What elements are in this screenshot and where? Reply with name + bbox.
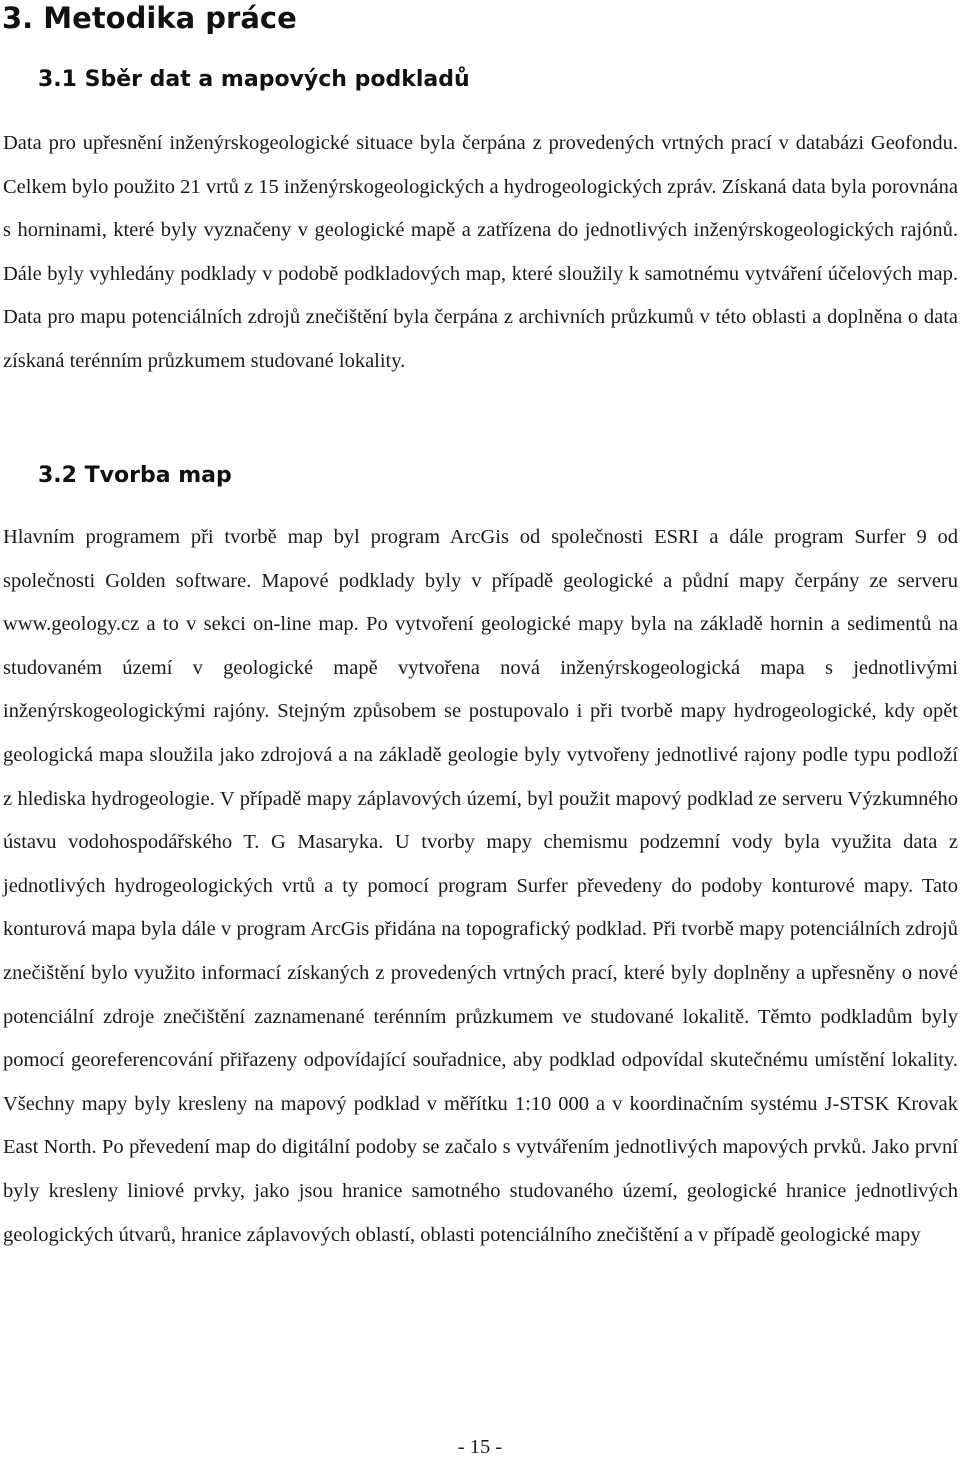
chapter-title: 3. Metodika práce: [2, 1, 297, 35]
section-paragraph-data-collection: Data pro upřesnění inženýrskogeologické situace byla čerpána z provedených vrtných prací v databázi Geofondu. Celkem bylo použito 21 vrtů z 15 inženýrskogeologických a hydrogeologických zpráv. Získaná data byla porovnána s horninami, které byly vyznačeny v geologické mapě a zatřízena do jednotlivých inženýrskogeologických rajónů. Dále byly vyhledány podklady v podobě podkladových map, které sloužily k samotnému vytváření účelových map. Data pro mapu potenciálních zdrojů znečištění byla čerpána z archivních průzkumů v této oblasti a doplněna o data získaná terénním průzkumem studované lokality.: [3, 132, 958, 372]
section-paragraph-map-creation: Hlavním programem při tvorbě map byl program ArcGis od společnosti ESRI a dále program Surfer 9 od společnosti Golden software. Mapové podklady byly v případě geologické a půdní mapy čerpány ze serveru www.geology.cz a to v sekci on-line map. Po vytvoření geologické mapy byla na základě hornin a sedimentů na studovaném území v geologické mapě vytvořena nová inženýrskogeologická mapa s jednotlivými inženýrskogeologickými rajóny. Stejným způsobem se postupovalo i při tvorbě mapy hydrogeologické, kdy opět geologická mapa sloužila jako zdrojová a na základě geologie byly vytvořeny jednotlivé rajony podle typu podloží z hlediska hydrogeologie. V případě mapy záplavových území, byl použit mapový podklad ze serveru Výzkumného ústavu vodohospodářského T. G Masaryka. U tvorby mapy chemismu podzemní vody byla využita data z jednotlivých hydrogeologických vrtů a ty pomocí program Surfer převedeny do podoby konturové mapy. Tato konturová mapa byla dále v program ArcGis přidána na topografický podklad. Při tvorbě mapy potenciálních zdrojů znečištění bylo využito informací získaných z provedených vrtných prací, které byly doplněny a upřesněny o nové potenciální zdroje znečištění zaznamenané terénním průzkumem ve studované lokalitě. Těmto podkladům byly pomocí georeferencování přiřazeny odpovídající souřadnice, aby podklad odpovídal skutečnému umístění lokality. Všechny mapy byly kresleny na mapový podklad v měřítku 1:10 000 a v koordinačním systému J-STSK Krovak East North. Po převedení map do digitální podoby se začalo s vytvářením jednotlivých mapových prvků. Jako první byly kresleny liniové prvky, jako jsou hranice samotného studovaného území, geologické hranice jednotlivých geologických útvarů, hranice záplavových oblastí, oblasti potenciálního znečištění a v případě geologické mapy: [3, 526, 958, 1246]
page-number: - 15 -: [457, 1436, 503, 1458]
section-heading-data-collection: 3.1 Sběr dat a mapových podkladů: [38, 67, 470, 92]
section-heading-map-creation: 3.2 Tvorba map: [38, 463, 232, 488]
